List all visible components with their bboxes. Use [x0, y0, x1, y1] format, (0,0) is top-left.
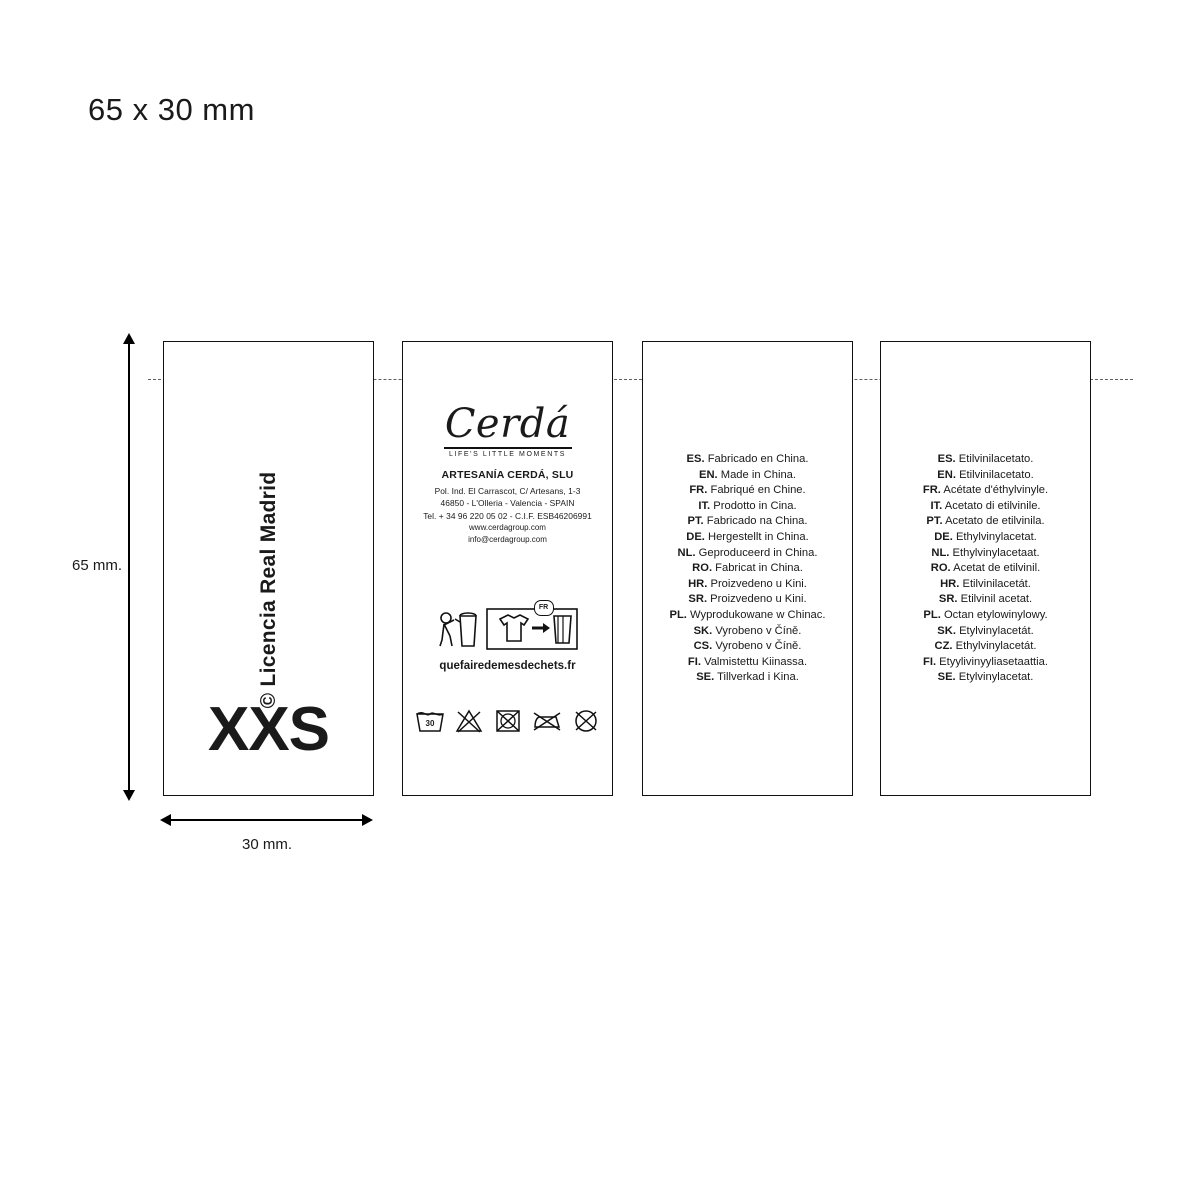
lang-text: Proizvedeno u Kini. — [710, 577, 807, 590]
lang-code: PT. — [687, 515, 704, 528]
lang-text: Etilvinilacetát. — [962, 577, 1031, 590]
origin-language-list — [647, 452, 848, 686]
lang-line — [885, 670, 1086, 686]
lang-code: FI. — [687, 655, 701, 668]
lang-code: FR. — [689, 484, 708, 497]
lang-text: Etyylivinyyliasetaattia. — [939, 655, 1048, 668]
lang-code: CS. — [693, 640, 713, 653]
lang-line — [885, 624, 1086, 640]
lang-line — [647, 561, 848, 577]
lang-code: SK. — [693, 624, 713, 637]
lang-line — [647, 639, 848, 655]
lang-code: PL. — [923, 608, 941, 621]
lang-code: HR. — [940, 577, 960, 590]
lang-text: Hergestellt in China. — [708, 530, 809, 543]
recycle-person-icon — [438, 606, 480, 653]
width-dimension-label: 30 mm. — [242, 836, 293, 853]
lang-text: Wyprodukowane w Chinac. — [690, 608, 826, 621]
lang-code: NL. — [677, 546, 696, 559]
lang-line — [885, 483, 1086, 499]
lang-code: NL. — [931, 546, 950, 559]
lang-line — [647, 530, 848, 546]
lang-code: PL. — [669, 608, 687, 621]
label-panel-origin — [642, 341, 853, 796]
lang-code: SR. — [688, 593, 708, 606]
no-iron-icon — [532, 708, 562, 739]
arrow-left-icon — [160, 814, 171, 826]
company-address-line: Pol. Ind. El Carrascot, C/ Artesans, 1-3 — [434, 485, 581, 496]
width-dimension-arrow — [170, 819, 363, 821]
lang-line — [647, 483, 848, 499]
lang-line — [647, 468, 848, 484]
lang-code: CZ. — [934, 640, 953, 653]
page-title: 65 x 30 mm — [88, 92, 255, 127]
lang-code: SE. — [696, 671, 715, 684]
lang-text: Fabricado na China. — [706, 515, 808, 528]
lang-text: Etylvinylacetát. — [959, 624, 1034, 637]
lang-text: Geproduceerd in China. — [698, 546, 818, 559]
lang-line — [647, 452, 848, 468]
lang-line — [647, 670, 848, 686]
wash-30-icon — [415, 708, 445, 739]
lang-text: Made in China. — [720, 468, 796, 481]
size-text: XXS — [207, 695, 330, 764]
lang-line — [647, 592, 848, 608]
height-dimension-label: 65 mm. — [72, 557, 123, 574]
lang-line — [885, 577, 1086, 593]
no-tumble-dry-icon — [494, 708, 522, 739]
lang-code: ES. — [937, 453, 956, 465]
lang-code: IT. — [698, 499, 711, 512]
lang-code: FR. — [922, 484, 941, 497]
no-dryclean-icon — [572, 708, 600, 739]
lang-text: Ethylvinylacetát. — [955, 640, 1037, 653]
lang-line — [885, 655, 1086, 671]
lang-line — [885, 514, 1086, 530]
label-panel-composition — [880, 341, 1091, 796]
lang-code: RO. — [930, 562, 951, 575]
lang-text: Etylvinylacetat. — [958, 671, 1034, 684]
lang-code: FI. — [923, 655, 937, 668]
care-symbol-row — [415, 708, 600, 739]
lang-text: Vyrobeno v Číně. — [715, 640, 802, 653]
lang-code: IT. — [930, 499, 943, 512]
lang-text: Ethylvinylacetaat. — [952, 546, 1040, 559]
lang-text: Fabricado en China. — [707, 453, 809, 465]
lang-line — [885, 530, 1086, 546]
company-address-line: 46850 - L'Olleria - Valencia - SPAIN — [440, 498, 575, 508]
brand-block — [403, 401, 612, 545]
lang-line — [885, 608, 1086, 624]
company-website: www.cerdagroup.com — [469, 523, 546, 532]
no-bleach-icon — [455, 708, 483, 739]
brand-underline — [444, 447, 572, 449]
lang-code: SR. — [938, 593, 958, 606]
label-panel-size — [163, 341, 374, 796]
lang-line — [885, 452, 1086, 468]
fr-badge-icon: FR — [534, 600, 554, 616]
lang-code: RO. — [692, 562, 713, 575]
lang-text: Acetato di etilvinile. — [944, 499, 1041, 512]
arrow-right-icon — [362, 814, 373, 826]
lang-text: Etilvinil acetat. — [960, 593, 1033, 606]
lang-text: Ethylvinylacetat. — [955, 530, 1037, 543]
lang-line — [647, 499, 848, 515]
lang-line — [647, 655, 848, 671]
lang-line — [647, 514, 848, 530]
recycling-pictogram-row — [413, 604, 602, 655]
lang-code: HR. — [688, 577, 708, 590]
recycle-frame-icon — [486, 604, 578, 655]
lang-code: DE. — [934, 530, 953, 543]
lang-text: Prodotto in Cina. — [713, 499, 797, 512]
lang-text: Fabriqué en Chine. — [710, 484, 806, 497]
lang-line — [647, 577, 848, 593]
lang-code: SE. — [937, 671, 956, 684]
company-name: ARTESANÍA CERDÁ, SLU — [441, 468, 574, 481]
lang-code: PT. — [926, 515, 943, 528]
wash-temperature-label: 30 — [425, 719, 435, 728]
lang-line — [885, 561, 1086, 577]
company-email: info@cerdagroup.com — [468, 534, 547, 544]
lang-text: Fabricat in China. — [715, 562, 803, 575]
lang-code: EN. — [698, 468, 718, 481]
composition-language-list — [885, 452, 1086, 686]
lang-code: DE. — [686, 530, 705, 543]
brand-logo: Cerdá — [444, 401, 571, 447]
lang-code: EN. — [937, 468, 956, 481]
lang-text: Vyrobeno v Číně. — [715, 624, 802, 637]
lang-line — [885, 499, 1086, 515]
lang-line — [885, 639, 1086, 655]
lang-line — [885, 546, 1086, 562]
lang-text: Etilvinilacetato. — [959, 468, 1034, 481]
label-panel-brand — [402, 341, 613, 796]
arrow-up-icon — [123, 333, 135, 344]
lang-code: ES. — [686, 453, 705, 465]
brand-tagline: LIFE'S LITTLE MOMENTS — [448, 450, 566, 458]
lang-code: SK. — [937, 624, 956, 637]
lang-text: Tillverkad i Kina. — [717, 671, 799, 684]
company-address-line: Tel. + 34 96 220 05 02 - C.I.F. ESB46206991 — [423, 510, 592, 521]
lang-text: Etilvinilacetato. — [958, 453, 1034, 465]
lang-text: Octan etylowinylowy. — [943, 608, 1048, 621]
lang-line — [885, 592, 1086, 608]
lang-line — [647, 624, 848, 640]
lang-line — [647, 608, 848, 624]
lang-line — [885, 468, 1086, 484]
lang-text: Acetato de etilvinila. — [945, 515, 1045, 528]
license-text: © Licencia Real Madrid — [256, 471, 280, 709]
height-dimension-arrow — [128, 343, 130, 791]
lang-text: Acétate d'éthylvinyle. — [943, 484, 1049, 497]
recycle-url: quefairedemesdechets.fr — [439, 660, 576, 672]
lang-line — [647, 546, 848, 562]
lang-text: Valmistettu Kiinassa. — [704, 655, 808, 668]
arrow-down-icon — [123, 790, 135, 801]
lang-text: Proizvedeno u Kini. — [710, 593, 807, 606]
lang-text: Acetat de etilvinil. — [953, 562, 1041, 575]
